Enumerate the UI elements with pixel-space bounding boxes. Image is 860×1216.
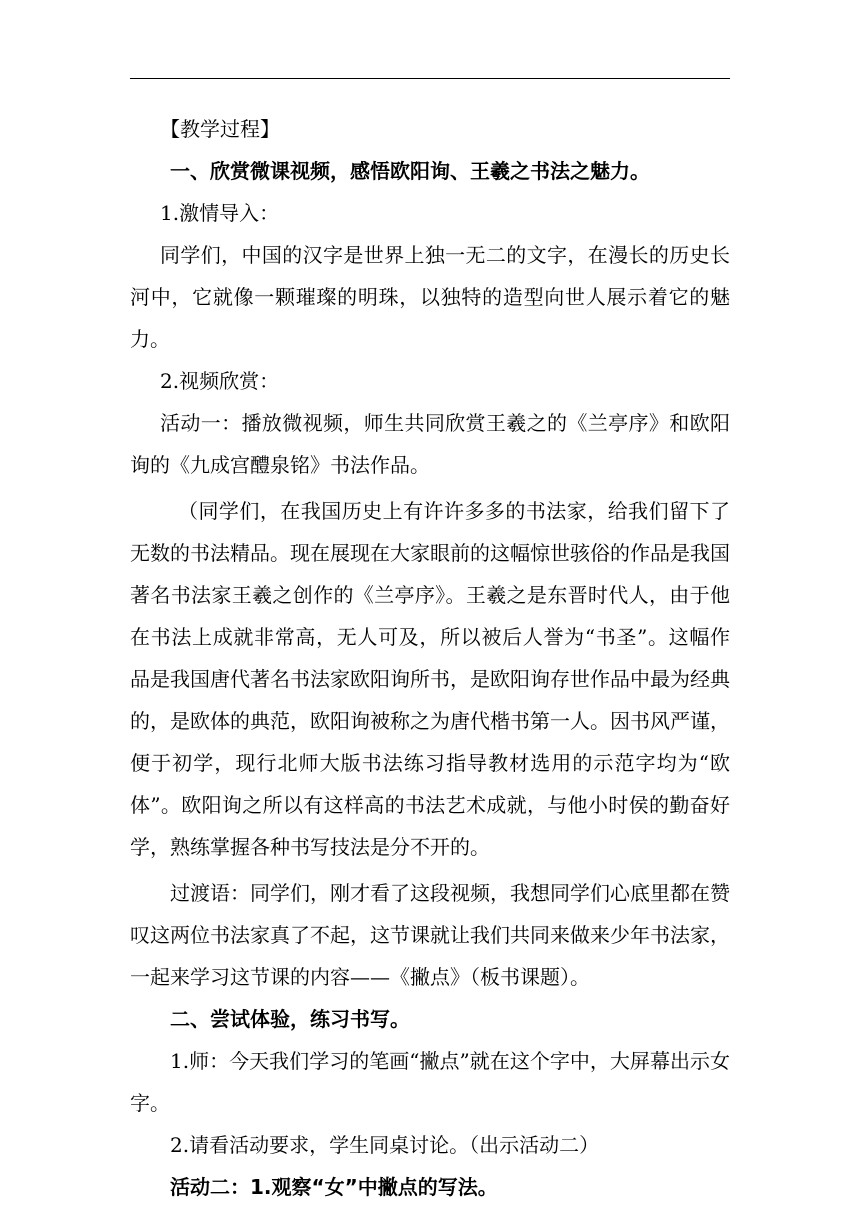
step2-title: 2.视频欣赏： xyxy=(160,369,280,393)
header-rule xyxy=(130,78,730,79)
document-body xyxy=(130,108,730,1208)
part1-heading: 一、欣赏微课视频，感悟欧阳询、王羲之书法之魅力。 xyxy=(170,159,650,183)
transition-paragraph: 过渡语：同学们，刚才看了这段视频，我想同学们心底里都在赞叹这两位书法家真了不起，这节课就让我们共同来做来少年书法家，一起来学习这节课的内容——《撇点》（板书课题）。 xyxy=(130,881,730,989)
part2-step2-paragraph: 2.请看活动要求，学生同桌讨论。（出示活动二） xyxy=(170,1133,600,1157)
section-heading: 【教学过程】 xyxy=(160,117,280,141)
part2-step1-paragraph: 1.师：今天我们学习的笔画“撇点”就在这个字中，大屏幕出示女字。 xyxy=(130,1049,730,1115)
step1-title: 1.激情导入： xyxy=(160,201,280,225)
narration-paragraph: （同学们，在我国历史上有许许多多的书法家，给我们留下了无数的书法精品。现在展现在大家眼前的这幅惊世骇俗的作品是我国著名书法家王羲之创作的《兰亭序》。王羲之是东晋时代人，由于他在书法上成就非常高，无人可及，所以被后人誉为“书圣”。这幅作品是我国唐代著名书法家欧阳询所书，是欧阳询存世作品中最为经典的，是欧体的典范，欧阳询被称之为唐代楷书第一人。因书风严谨，便于初学，现行北师大版书法练习指导教材选用的示范字均为“欧体”。欧阳询之所以有这样高的书法艺术成就，与他小时侯的勤奋好学，熟练掌握各种书写技法是分不开的。 xyxy=(130,499,730,859)
activity1-paragraph: 活动一：播放微视频，师生共同欣赏王羲之的《兰亭序》和欧阳询的《九成宫醴泉铭》书法作品。 xyxy=(130,411,730,477)
part2-heading: 二、尝试体验，练习书写。 xyxy=(170,1007,410,1031)
activity2-paragraph: 活动二：1.观察“女”中撇点的写法。 xyxy=(170,1175,498,1199)
step1-paragraph: 同学们，中国的汉字是世界上独一无二的文字，在漫长的历史长河中，它就像一颗璀璨的明珠，以独特的造型向世人展示着它的魅力。 xyxy=(130,243,730,351)
